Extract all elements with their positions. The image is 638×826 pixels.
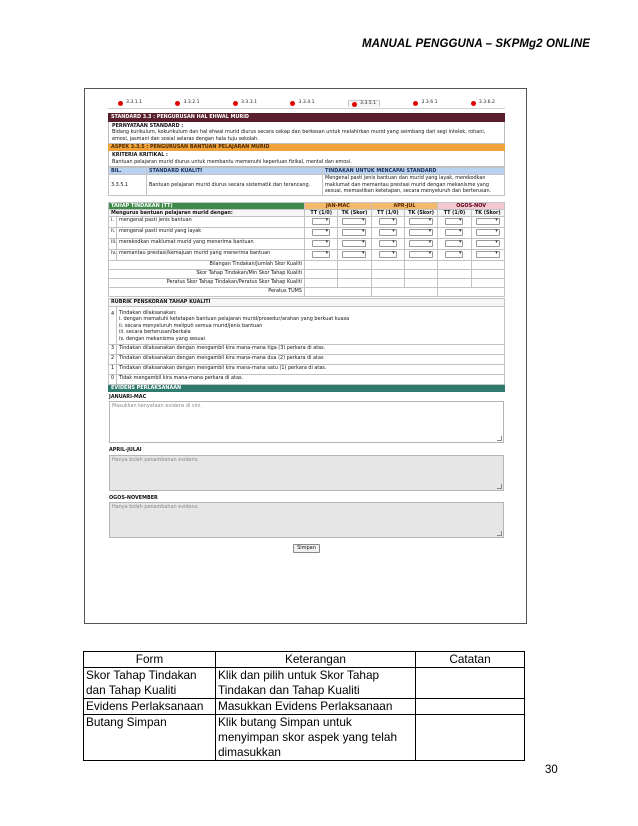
evidens-title: EVIDENS PERLAKSANAAN xyxy=(108,385,505,392)
mengurus-subheader: Mengurus bantuan pelajaran murid dengan: xyxy=(109,210,305,217)
col-form: Form xyxy=(84,652,216,668)
keterangan-cell: Klik butang Simpan untuk menyimpan skor aspek yang telah dimasukkan xyxy=(216,715,416,761)
tt-select[interactable] xyxy=(312,251,330,258)
tt-select[interactable] xyxy=(379,251,397,258)
table-row xyxy=(109,250,505,261)
tt-select[interactable] xyxy=(379,218,397,225)
keterangan-cell: Masukkan Evidens Perlaksanaan xyxy=(216,699,416,715)
sub-col: TK (Skor) xyxy=(404,210,437,217)
rubrik-line: Tindakan dilaksanakan: xyxy=(119,309,177,316)
sub-col: TT (1/0) xyxy=(438,210,471,217)
rubrik-line: i. dengan mematuhi ketetapan bantuan pelajaran murid/prosedur/arahan yang berkuat kuasa xyxy=(119,316,350,323)
rubrik-title: RUBRIK PENSKORAN TAHAP KUALITI xyxy=(109,299,505,306)
row-text: mengenal pasti jenis bantuan xyxy=(117,217,305,228)
row-num: iii. xyxy=(109,239,117,250)
sub-col: TT (1/0) xyxy=(371,210,404,217)
radio-dot-icon xyxy=(471,101,476,106)
kualiti-standard: Bantuan pelajaran murid diurus secara sistematik dan terancang. xyxy=(147,175,323,195)
tt-select[interactable] xyxy=(312,229,330,236)
tk-select[interactable] xyxy=(409,229,433,236)
kriteria-text: Bantuan pelajaran murid diurus untuk membantu memenuhi keperluan fizikal, mental dan emosi. xyxy=(112,158,352,165)
rubrik-table xyxy=(108,298,505,384)
page-header: MANUAL PENGGUNA – SKPMg2 ONLINE xyxy=(361,38,590,50)
col-bil: BIL. xyxy=(109,168,147,175)
form-description-table xyxy=(83,651,525,761)
period-jan-mac: JAN-MAC xyxy=(305,202,372,209)
table-row xyxy=(84,715,525,761)
summary-label: Peratus Skor Tahap Tindakan/Peratus Skor Tahap Kualiti xyxy=(109,279,305,288)
rubrik-line: ii. secara menyeluruh meliputi semua murid/jenis bantuan xyxy=(119,322,263,329)
table-row xyxy=(109,239,505,250)
catatan-cell xyxy=(416,715,525,761)
radio-label: 3.3.4.1 xyxy=(298,100,315,106)
table-row xyxy=(109,228,505,239)
tt-select[interactable] xyxy=(445,240,463,247)
evidens-label: JANUARI-MAC xyxy=(109,393,147,400)
row-num: iv. xyxy=(109,250,117,261)
rubrik-score: 4 xyxy=(109,306,117,344)
radio-label: 3.3.6.2 xyxy=(478,100,495,106)
rubrik-line: iv. dengan mekanisme yang sesuai xyxy=(119,335,206,342)
rubrik-text: Tindakan dilaksanakan dengan mengambil kira mana-mana tiga (3) perkara di atas. xyxy=(117,344,505,354)
kualiti-tindakan: Mengenal pasti jenis bantuan dan murid yang layak, merekodkan maklumat dan memantau prestasi murid dengan mekanisme yang sesuai, memastikan ketetapan, secara menyeluruh dan berterusan. xyxy=(323,175,505,195)
pernyataan-label: PERNYATAAN STANDARD : xyxy=(112,123,184,129)
rubrik-line: iii. secara berterusan/berkala xyxy=(119,329,191,336)
tk-select[interactable] xyxy=(476,218,500,225)
summary-row xyxy=(109,279,505,288)
row-num: ii. xyxy=(109,228,117,239)
col-catatan: Catatan xyxy=(416,652,525,668)
sub-col: TK (Skor) xyxy=(471,210,504,217)
evidens-label: OGOS-NOVEMBER xyxy=(109,494,158,501)
table-row xyxy=(84,668,525,699)
radio-dot-icon xyxy=(175,101,180,106)
tt-select[interactable] xyxy=(312,218,330,225)
table-row xyxy=(84,699,525,715)
row-text: mengenal pasti murid yang layak xyxy=(117,228,305,239)
period-ogos-nov: OGOS-NOV xyxy=(438,202,505,209)
row-text: memantau prestasi/kemajuan murid yang menerima bantuan xyxy=(117,250,305,261)
summary-row xyxy=(109,288,505,297)
tahap-tindakan-header: TAHAP TINDAKAN (TT) xyxy=(109,202,305,209)
tk-select[interactable] xyxy=(342,251,366,258)
tt-select[interactable] xyxy=(445,229,463,236)
radio-dot-icon xyxy=(352,102,357,107)
standard-title: STANDARD 3.3 : PENGURUSAN HAL EHWAL MURID xyxy=(108,113,505,122)
tahap-tindakan-table xyxy=(108,202,505,298)
col-standard-kualiti: STANDARD KUALITI xyxy=(147,168,323,175)
radio-dot-icon xyxy=(413,101,418,106)
rubrik-score: 2 xyxy=(109,354,117,364)
aspek-title: ASPEK 3.3.5 : PENGURUSAN BANTUAN PELAJARAN MURID xyxy=(108,144,505,151)
radio-3361[interactable] xyxy=(413,100,437,106)
rubrik-text: Tidak mengambil kira mana-mana perkara di atas. xyxy=(117,374,505,384)
evidens-section xyxy=(108,394,505,538)
tk-select[interactable] xyxy=(342,218,366,225)
kriteria-label: KRITERIA KRITIKAL : xyxy=(112,152,169,159)
radio-label: 3.3.1.1 xyxy=(126,100,143,106)
tt-select[interactable] xyxy=(445,251,463,258)
sub-col: TT (1/0) xyxy=(305,210,338,217)
tt-select[interactable] xyxy=(379,240,397,247)
radio-label: 3.3.2.1 xyxy=(183,100,200,106)
form-cell: Evidens Perlaksanaan xyxy=(84,699,216,715)
radio-3311[interactable] xyxy=(118,100,142,106)
tt-select[interactable] xyxy=(379,229,397,236)
rubrik-row xyxy=(109,344,505,354)
tk-select[interactable] xyxy=(476,251,500,258)
rubrik-text: Tindakan dilaksanakan dengan mengambil kira mana-mana satu (1) perkara di atas. xyxy=(117,364,505,374)
summary-label: Skor Tahap Tindakan/Min Skor Tahap Kualiti xyxy=(109,270,305,279)
pernyataan-text: Bidang kurikulum, kokurikulum dan hal ehwal murid diurus secara cekap dan berkesan untuk melahirkan murid yang seimbang dari segi intelek, rohani, emosi, jasmani dan sosial selaras dengan hala tuju sekolah. xyxy=(112,129,486,142)
form-cell: Butang Simpan xyxy=(84,715,216,761)
radio-3341[interactable] xyxy=(290,100,314,106)
summary-label: Bilangan Tindakan/Jumlah Skor Kualiti xyxy=(109,261,305,270)
catatan-cell xyxy=(416,668,525,699)
col-tindakan: TINDAKAN UNTUK MENCAPAI STANDARD xyxy=(323,168,505,175)
radio-3351[interactable] xyxy=(348,100,380,107)
tk-select[interactable] xyxy=(476,229,500,236)
form-cell: Skor Tahap Tindakan dan Tahap Kualiti xyxy=(84,668,216,699)
evidens-ogos-nov-textarea[interactable]: Hanya boleh penambahan evidens. xyxy=(109,502,504,538)
tk-select[interactable] xyxy=(342,240,366,247)
screenshot-frame xyxy=(84,88,527,624)
summary-label: Peratus TUMS xyxy=(109,288,305,297)
radio-dot-icon xyxy=(290,101,295,106)
evidens-jan-mac-textarea[interactable]: Masukkan kenyataan evidens di sini. xyxy=(109,401,504,443)
col-keterangan: Keterangan xyxy=(216,652,416,668)
catatan-cell xyxy=(416,699,525,715)
tt-select[interactable] xyxy=(445,218,463,225)
rubrik-score: 3 xyxy=(109,344,117,354)
rubrik-row xyxy=(109,306,505,344)
evidens-label: APRIL-JULAI xyxy=(109,447,142,454)
rubrik-score: 0 xyxy=(109,374,117,384)
radio-label: 3.3.3.1 xyxy=(240,100,258,106)
pernyataan-box xyxy=(108,122,505,144)
radio-label: 3.3.5.1 xyxy=(359,100,377,106)
period-apr-jul: APR-JUL xyxy=(371,202,438,209)
standard-kualiti-table xyxy=(108,167,505,196)
skpm-form xyxy=(108,99,505,553)
radio-3331[interactable] xyxy=(233,100,257,106)
kualiti-bil: 3.3.5.1 xyxy=(109,175,147,195)
tk-select[interactable] xyxy=(342,229,366,236)
radio-dot-icon xyxy=(233,101,238,106)
evidens-apr-jul-textarea[interactable]: Hanya boleh penambahan evidens. xyxy=(109,455,504,491)
rubrik-row xyxy=(109,364,505,374)
radio-3362[interactable] xyxy=(471,100,495,106)
kriteria-box xyxy=(108,151,505,167)
tk-select[interactable] xyxy=(409,251,433,258)
tk-select[interactable] xyxy=(409,218,433,225)
rubrik-row xyxy=(109,354,505,364)
radio-label: 3.3.6.1 xyxy=(421,100,438,106)
rubrik-score: 1 xyxy=(109,364,117,374)
summary-row xyxy=(109,270,505,279)
sub-col: TK (Skor) xyxy=(338,210,371,217)
keterangan-cell: Klik dan pilih untuk Skor Tahap Tindakan dan Tahap Kualiti xyxy=(216,668,416,699)
tk-select[interactable] xyxy=(409,240,433,247)
rubrik-level4 xyxy=(117,306,505,344)
summary-row xyxy=(109,261,505,270)
radio-dot-icon xyxy=(118,101,123,106)
tk-select[interactable] xyxy=(476,240,500,247)
rubrik-text: Tindakan dilaksanakan dengan mengambil kira mana-mana dua (2) perkara di atas xyxy=(117,354,505,364)
row-num: i. xyxy=(109,217,117,228)
radio-3321[interactable] xyxy=(175,100,199,106)
tt-select[interactable] xyxy=(312,240,330,247)
standard-radio-tabs xyxy=(108,99,505,109)
simpan-button[interactable]: Simpan xyxy=(293,544,320,553)
table-row xyxy=(109,217,505,228)
page-number: 30 xyxy=(545,764,558,776)
row-text: merekodkan maklumat murid yang menerima bantuan xyxy=(117,239,305,250)
rubrik-row xyxy=(109,374,505,384)
